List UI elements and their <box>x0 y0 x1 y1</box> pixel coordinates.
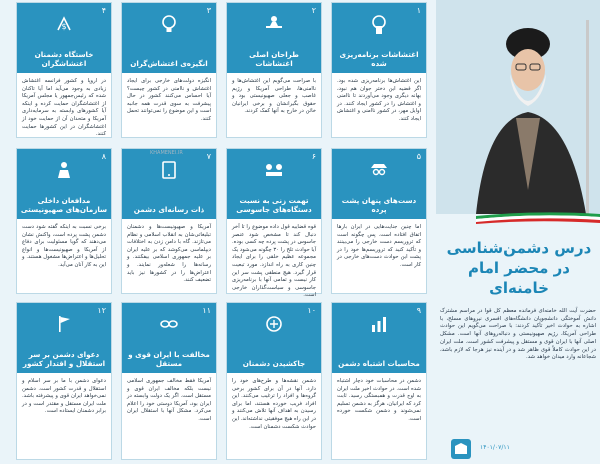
card-number: ۶ <box>311 152 316 161</box>
bulb-icon <box>157 12 181 36</box>
card-header <box>332 149 426 219</box>
fist-icon <box>367 12 391 36</box>
card-header <box>332 3 426 73</box>
card-body: با صراحت می‌گویم این اغتشاش‌ها و ناامنی‌ها، طراحی آمریکا و رژیم غاصب و جعلی صهیونیستی بود و حقوق بگیرانشان و برخی ایرانیان خائن در خارج به آنها کمک کردند. <box>232 78 316 115</box>
spy-icon <box>367 158 391 182</box>
svg-text:$: $ <box>61 22 67 31</box>
footer <box>436 432 600 464</box>
card-header <box>122 149 216 219</box>
intro-text: حضرت آیت الله خامنه‌ای فرمانده معظم کل قوا در مراسم مشترک دانش آموختگی دانشجویان دانشگاه‌های افسری نیروهای مسلح، با اشاره به حوادث اخیر تأکید کردند: با صراحت می‌گویم این حوادث طراحی آمریکا، رژیم صهیونیستی و دنباله‌روهای آنها است. مشکل اصلی آنها با ایران قوی و مستقل و پیشرفت کشور است. ملت ایران در این حوادث کاملاً قوی ظاهر شد و در آینده نیز هرجا که لازم باشد، شجاعانه وارد میدان خواهد شد. <box>440 308 596 361</box>
card-body: در اروپا و کشور فرانسه اغتشاش زیادی به وجود می‌آید اما آیا تاکنان شده که رئیس‌جمهور یا مجلس آمریکا از اغتشاشگران حمایت کرده و اینکه آیا کشورهای وابسته به سرمایه‌داری آمریکا و متحدان آن از حمایت خود از اغتشاشگران در این کشورها حمایت کنند. <box>22 78 106 138</box>
headline-line-1: درس دشمن‌شناسی <box>446 239 592 257</box>
info-card <box>16 302 112 460</box>
card-number: ۱۱ <box>202 306 211 315</box>
card-title: مخالفت با ایران قوی و مستقل <box>128 350 210 368</box>
card-body: برخی نسبت به اینکه گفته شود دست دشمن پشت پرده است، واکنش نشان می‌دهند که گویا مسئولیت برای دفاع از آمریکا و صهیونیست‌ها و انواع تحلیل‌ها و اعتراض‌ها مشغول هستند. و این به کار آنان می‌آید. <box>22 224 106 268</box>
card-title: مدافعان داخلی سازمان‌های صهیونیستی <box>20 196 108 214</box>
card-header <box>17 3 111 73</box>
info-card <box>226 148 322 299</box>
info-card <box>16 148 112 294</box>
card-header <box>227 3 321 73</box>
card-title: دعوای دشمن بر سر استقلال و اقتدار کشور <box>22 350 106 368</box>
designer-icon <box>262 12 286 36</box>
card-header <box>122 303 216 373</box>
info-card <box>16 2 112 138</box>
watermark: KHAMENEI.IR <box>150 150 183 156</box>
portrait-illustration <box>436 0 600 214</box>
card-body: آمریکا و صهیونیست‌ها و دشمنان تبلیغاتی‌شان به انقلاب اسلامی و نظام می‌تازند. گاه با دامن زدن به اختلافات دیپلماسی می‌کوشد که بر علیه ایران بر علیه جمهوری اسلامی بیفکنند. و رسانه‌ها را شعله‌ور نمایند. و اعتراض‌ها را در کشورها نیز باید تضعیف کنند. <box>127 224 211 284</box>
card-body: آمریکا فقط مخالف جمهوری اسلامی نیست بلکه مخالف ایران قوی و مستقل است. اگر یک دولت وابسته در ایران بود، آمریکا دوستی خود را اعلام می‌کرد. مشکل آنها با استقلال ایران است. <box>127 378 211 422</box>
info-card <box>331 302 427 460</box>
info-card <box>226 2 322 138</box>
info-card <box>121 148 217 294</box>
media-icon <box>157 158 181 182</box>
info-card <box>331 148 427 294</box>
dollar-icon <box>52 12 76 36</box>
card-number: ۳ <box>206 6 211 15</box>
card-number: ۱۲ <box>97 306 106 315</box>
card-title: اغتشاشات برنامه‌ریزی شده <box>339 50 419 68</box>
card-body: قوه قضاییه قول داده موضوع را تا آخر دنبال کند تا مشخص شود عنصر جاسوس در پشت پرده چه کسی بوده. آیا حوادث تلخ را ۳۰ چگونه می‌شود یک مجموعه عظیم خلقی را برای ایجاد چنین کاری به راه اندازد. مورد تبعیت قرار گیرد. هیچ منطقی پشت سر این کار نیست و تمامی آنها با برنامه‌ریزی جاسوسی و سیاست‌گذاران خارجی است. <box>232 224 316 299</box>
page-headline <box>440 238 598 298</box>
card-header <box>17 303 111 373</box>
iran-flag-stripe <box>476 212 600 224</box>
publish-date: ۱۴۰۱/۰۷/۱۱ <box>480 444 510 451</box>
spy-meeting-icon <box>262 158 286 182</box>
card-number: ۹ <box>416 306 421 315</box>
card-number: ۸ <box>101 152 106 161</box>
info-card <box>121 2 217 138</box>
card-header <box>227 149 321 219</box>
headline-line-2: در محضر امام خامنه‌ای <box>467 259 571 297</box>
khamenei-logo-icon <box>450 438 472 460</box>
card-title: تهمت زنی به نسبت دستگاه‌های جاسوسی <box>236 196 312 214</box>
hand-icon <box>262 312 286 336</box>
info-card <box>226 302 322 460</box>
chain-icon <box>157 312 181 336</box>
right-column <box>436 0 600 464</box>
card-number: ۴ <box>101 6 106 15</box>
card-title: انگیزه‌ی اغتشاش‌گران <box>130 59 208 68</box>
card-number: ۱۰ <box>307 306 316 315</box>
info-card <box>331 2 427 138</box>
card-number: ۱ <box>416 6 421 15</box>
portrait-image <box>436 0 600 214</box>
card-body: دعوای دشمن با ما بر سر اسلام و استقلال و قدرت کشور است. دشمن نمی‌خواهد ایران قوی و پیشرفته باشد. ملت ایران مستقل و مقتدر است و در برابر دشمنان ایستاده است. <box>22 378 106 415</box>
card-body: دشمن در محاسبات خود دچار اشتباه شده است. در حوادث اخیر ملت ایران به اوج قدرت و همبستگی رسید. ثابت کرد که ایرانیان، هرگز به دشمن تسلیم نمی‌شوند و دشمن شکست خورده است. <box>337 378 421 422</box>
card-number: ۷ <box>206 152 211 161</box>
card-header <box>332 303 426 373</box>
card-body: اما چنین جنایت‌هایی در ایران بارها اتفاق افتاده است. پس چگونه است که تروریسم دست خارجی را می‌بینند و تأکید کنید که تروریسم‌ها خود را در پشت این حوادث دست‌های خارجی در کار است. <box>337 224 421 268</box>
card-title: ذات رسانه‌ای دشمن <box>133 205 205 214</box>
card-body: این اغتشاش‌ها برنامه‌ریزی شده بود. اگر قضیه این دختر جوان هم نبود، بهانه دیگری وجود می‌آوردند تا ناامنی و اغتشاش را در کشور ایجاد کنند. در اوایل مهر، در کشور ناامنی و اغتشاش ایجاد کنند. <box>337 78 421 122</box>
card-header <box>122 3 216 73</box>
card-number: ۲ <box>311 6 316 15</box>
card-number: ۵ <box>416 152 421 161</box>
chart-icon <box>367 312 391 336</box>
card-title: خاستگاه دشمنان اغتشاشگران <box>34 50 94 68</box>
card-header <box>227 303 321 373</box>
card-body: دشمن نقشه‌ها و طرح‌های خود را دارد. آنها در آن برای کشور برخی گروه‌ها و افراد را ترغیب می‌کنند. این افراد فریب خورده هستند، اما برای رسیدن به اهداف آنها تلاش می‌کنند و در این راه هیچ موفقیتی نداشته‌اند. این حوادث شکست دشمنان است. <box>231 378 316 430</box>
card-title: طراحان اصلی اغتشاشات <box>249 50 299 68</box>
card-title: جاکشیدن دشمنان <box>242 359 306 368</box>
flag-icon <box>52 312 76 336</box>
card-header <box>17 149 111 219</box>
info-card <box>121 302 217 460</box>
card-title: محاسبات اشتباه دشمن <box>338 359 420 368</box>
card-body: انگیزه دولت‌های خارجی برای ایجاد اغتشاش و ناامنی در کشور چیست؟ آیا احساس می‌کنند کشور در حال پیشرفت به سوی قدرت همه جانبه است و این موضوع را نمی‌توانند تحمل کنند. <box>127 78 211 122</box>
card-title: دست‌های پنهان پشت پرده <box>341 196 417 214</box>
defender-icon <box>52 158 76 182</box>
